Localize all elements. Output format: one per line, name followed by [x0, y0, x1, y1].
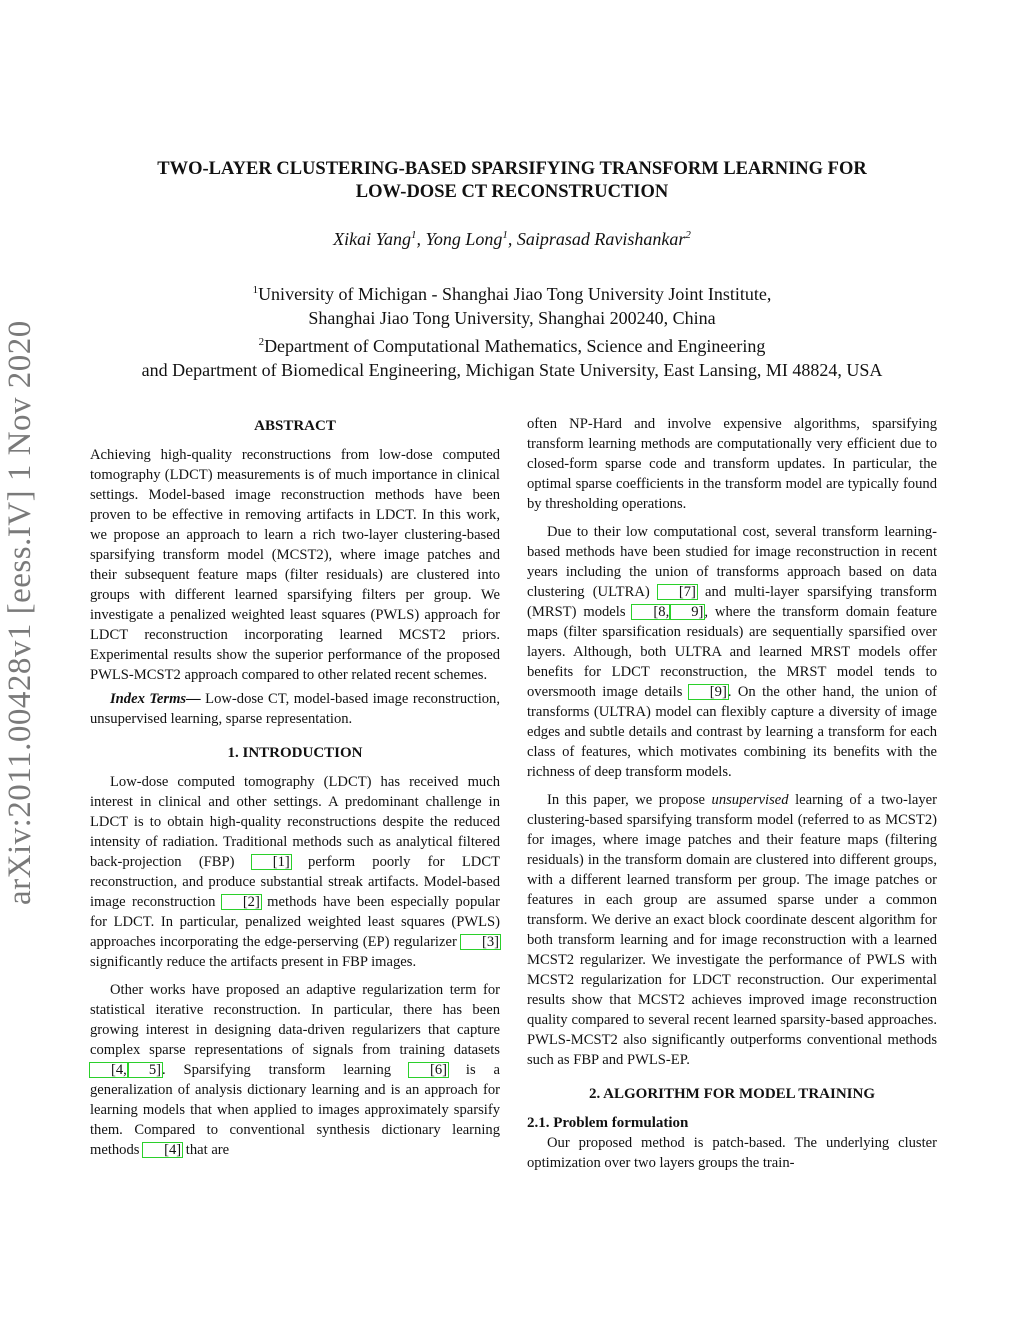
index-terms-text: Low-dose CT, model-based image reconstruction, unsupervised learning, sparse representation. [90, 691, 500, 727]
index-terms-label: Index Terms— [110, 691, 201, 707]
author-list: Xikai Yang$^1$, Yong Long$^1$, Saiprasad Ravishankar$^2$ [333, 229, 691, 249]
citation-link[interactable]: [4] [143, 1143, 182, 1157]
citation-link[interactable]: [8, [632, 605, 670, 619]
section-2-paragraph: Our proposed method is patch-based. The underlying cluster optimization over two layers groups the train- [527, 1135, 937, 1171]
intro-paragraph-2: Other works have proposed an adaptive regularization term for statistical iterative reconstruction. In particular, there has been growing interest in designing data-driven regularizers that capture complex sparse representations of signals from training datasets [4, 5]. Sparsifying transform learning [6] is a generalization of analysis dictionary learning and is an approach for learning models that when applied to images approximately sparsify them. Compared to conventional synthesis dictionary learning methods [4] that are [90, 982, 500, 1158]
author-affil-mark: 1 [502, 229, 508, 241]
affil-mark: 2 [258, 336, 265, 348]
citation-link[interactable]: [9] [689, 685, 728, 699]
intro-paragraph-2-cont: often NP-Hard and involve expensive algorithms, sparsifying transform learning methods are computationally very efficient due to closed-form sparse code and transform updates. In particular, the optimal sparse coefficients in the transform model are typically found by thresholding operations. [527, 416, 937, 512]
citation-link[interactable]: 5] [128, 1063, 162, 1077]
affil-mark: 1 [252, 284, 259, 296]
subsection-2-1-heading: 2.1. Problem formulation [527, 1115, 689, 1131]
affil-1-line-1: University of Michigan - Shanghai Jiao Tong University Joint Institute, [258, 284, 772, 304]
intro-paragraph-3: Due to their low computational cost, several transform learning-based methods have been studied for image reconstruction in recent years including the union of transforms approach based on data clustering (ULTRA) [7] and multi-layer sparsifying transform (MRST) models [8, 9], where the transform domain feature maps (filter sparsification residuals) are sequentially sparsified over layers. Although, both ULTRA and learned MRST models offer benefits for LDCT reconstruction, the MRST model tends to oversmooth image details [9]. On the other hand, the union of transforms (ULTRA) model can flexibly capture a diversity of image edges and subtle details and contrast by learning a transform for each class of features, which motivates combining its benefits with the richness of deep transform models. [527, 524, 937, 780]
intro-heading: 1. INTRODUCTION [227, 745, 363, 761]
citation-link[interactable]: [6] [409, 1063, 448, 1077]
index-terms [90, 689, 500, 729]
paper-title [80, 158, 944, 204]
left-column [90, 416, 500, 1160]
affil-2-line-2: and Department of Biomedical Engineering, Michigan State University, East Lansing, MI 48824, USA [141, 360, 883, 380]
emphasis-unsupervised: unsupervised [711, 792, 789, 808]
affil-1-line-2: Shanghai Jiao Tong University, Shanghai 200240, China [308, 308, 716, 328]
abstract-heading: ABSTRACT [254, 418, 336, 434]
intro-paragraph-1: Low-dose computed tomography (LDCT) has received much interest in clinical and other settings. A predominant challenge in LDCT is to obtain high-quality reconstructions despite the reduced intensity of radiation. Traditional methods such as analytical filtered back-projection (FBP) [1] perform poorly for LDCT reconstruction, and produce substantial streak artifacts. Model-based image reconstruction [2] methods have been especially popular for LDCT. In particular, penalized weighted least squares (PWLS) approaches incorporating the edge-perserving (EP) regularizer [3] significantly reduce the artifacts present in FBP images. [90, 774, 500, 970]
citation-link[interactable]: 9] [670, 605, 704, 619]
section-2-heading: 2. ALGORITHM FOR MODEL TRAINING [588, 1086, 875, 1102]
author-name: Saiprasad Ravishankar [516, 229, 686, 249]
title-line-2: LOW-DOSE CT RECONSTRUCTION [355, 182, 669, 202]
citation-link[interactable]: [7] [658, 585, 697, 599]
author-affil-mark: 1 [410, 229, 417, 241]
citation-link[interactable]: [1] [252, 855, 291, 869]
affil-2-line-1: Department of Computational Mathematics, Science and Engineering [264, 336, 766, 356]
author-affil-mark: 2 [685, 229, 691, 241]
title-line-1: TWO-LAYER CLUSTERING-BASED SPARSIFYING TRANSFORM LEARNING FOR [157, 159, 867, 179]
abstract-text: Achieving high-quality reconstructions from low-dose computed tomography (LDCT) measurements is of much importance in clinical settings. Model-based image reconstruction methods have been proven to be effective in removing artifacts in LDCT. In this work, we propose an approach to learn a rich two-layer clustering-based sparsifying transform model (MCST2), where image patches and their subsequent feature maps (filter residuals) are clustered into groups with different learned sparsifying filters per group. We investigate a penalized weighted least squares (PWLS) approach for LDCT reconstruction incorporating learned MCST2 priors. Experimental results show the superior performance of the proposed PWLS-MCST2 approach compared to other related recent schemes. [90, 447, 500, 683]
arxiv-identifier: arXiv:2011.00428v1 [eess.IV] 1 Nov 2020 [2, 320, 38, 905]
right-column [527, 414, 937, 1173]
author-name: Yong Long [425, 229, 503, 249]
citation-link[interactable]: [4, [90, 1063, 128, 1077]
citation-link[interactable]: [2] [222, 895, 261, 909]
affiliations [60, 278, 964, 382]
intro-paragraph-4: In this paper, we propose unsupervised learning of a two-layer clustering-based sparsifying transform model (referred to as MCST2) for images, where image patches and their feature maps (filtering residuals) in the transform domain are clustered into different groups, with a different learned transform per group. The image patches or features in each group are assumed sparse under a common transform. We derive an exact block coordinate descent algorithm for both transform learning and for image reconstruction with a learned MCST2 regularizer. We investigate the performance of PWLS with MCST2 regularization for LDCT reconstruction. Our experimental results show that MCST2 achieves improved image reconstruction quality compared to several recent learned sparsity-based approaches. PWLS-MCST2 also significantly outperforms conventional methods such as FBP and PWLS-EP. [527, 792, 937, 1068]
citation-link[interactable]: [3] [461, 935, 500, 949]
author-name: Xikai Yang [333, 229, 411, 249]
